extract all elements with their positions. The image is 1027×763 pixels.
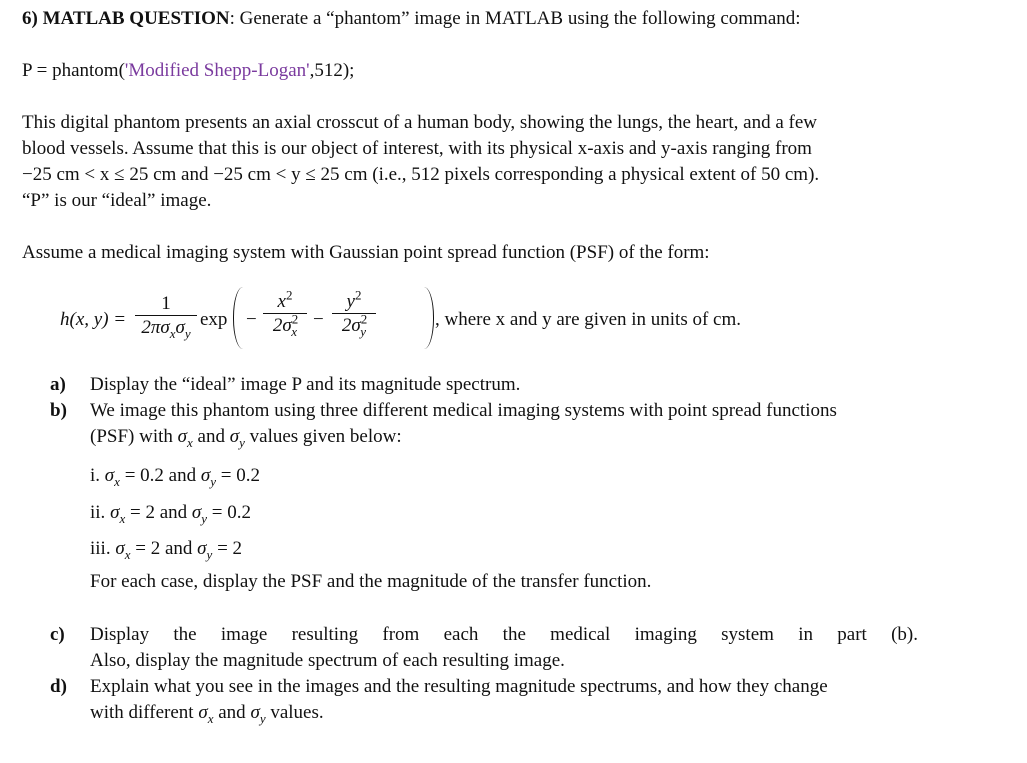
question-number: 6) <box>22 8 38 29</box>
psf-formula: h(x, y) = 1 $2\pi\sigma_x\sigma_y$ exp − $x^2$ $2\sigma^2_x$ − $y^2$ $2\sigma^2_y$ , where x and y are given in units of cm. <box>60 285 760 355</box>
question-heading <box>22 6 922 32</box>
formula-fraction-1: 1 $2\pi\sigma_x\sigma_y$ <box>135 293 197 340</box>
formula-where: , where x and y are given in units of cm. <box>435 309 742 330</box>
formula-exp: exp <box>200 309 228 330</box>
right-paren <box>423 287 434 349</box>
description-paragraph: This digital phantom presents an axial crosscut of a human body, showing the lungs, the heart, and a few blood vessels. Assume that this is our object of interest, with its physical x-axis and y-axis ranging from −25 cm < x ≤ 25 cm and −25 cm < y ≤ 25 cm (i.e., 512 pixels corresponding a physical extent of 50 cm). “P” is our “ideal” image. <box>22 112 820 211</box>
matlab-command: P = phantom('Modified Shepp-Logan',512); <box>22 60 355 81</box>
command-argument: 'Modified Shepp-Logan' <box>124 60 310 81</box>
question-label: MATLAB QUESTION <box>42 8 230 29</box>
question-intro: : Generate a “phantom” image in MATLAB using the following command: <box>229 8 801 29</box>
formula-fraction-y: $y^2$ $2\sigma^2_y$ <box>332 291 376 338</box>
formula-lhs: h(x, y) = <box>60 309 127 330</box>
left-paren <box>233 287 244 349</box>
assume-text: Assume a medical imaging system with Gaussian point spread function (PSF) of the form: <box>22 242 710 263</box>
formula-fraction-x: $x^2$ $2\sigma^2_x$ <box>263 291 307 338</box>
